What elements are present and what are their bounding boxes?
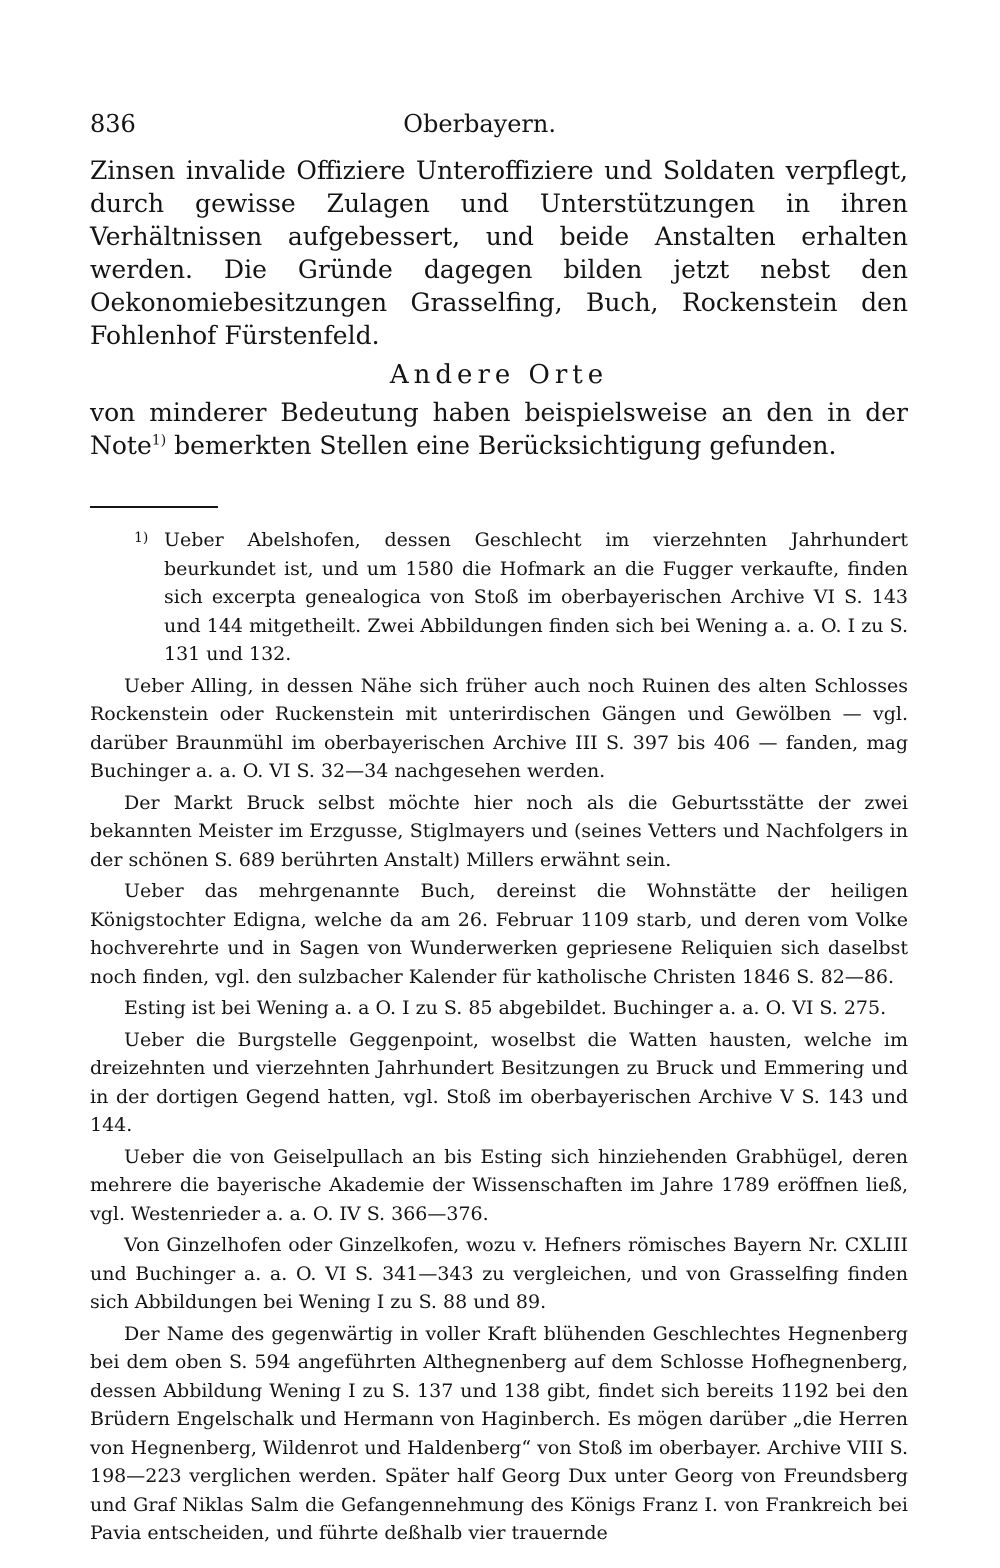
- footnote-item: Ueber die von Geiselpullach an bis Esting sich hinziehenden Grabhügel, deren mehrere die bayerische Akademie der Wissenschaften im Jahre 1789 eröffnen ließ, vgl. Westenrieder a. a. O. IV S. 366—376.: [90, 1145, 908, 1225]
- paragraph-text: bemerkten Stellen eine Berücksichtigung gefunden.: [166, 431, 837, 460]
- footnote-item: Der Name des gegenwärtig in voller Kraft blühenden Geschlechtes Hegnenberg bei dem oben S. 594 angeführten Althegnenberg auf dem Schlosse Hofhegnenberg, dessen Abbildung Wening I zu S. 137 und 138 gibt, findet sich bereits 1192 bei den Brüdern Engelschalk und Hermann von Haginberch. Es mögen darüber „die Herren von Hegnenberg, Wildenrot und Haldenberg“ von Stoß im oberbayer. Archive VIII S. 198—223 verglichen werden. Später half Georg Dux unter Georg von Freundsberg und Graf Niklas Salm die Gefangennehmung des Königs Franz I. von Frankreich bei Pavia entscheiden, und führte deßhalb vier trauernde: [90, 1322, 908, 1544]
- main-text: [90, 154, 908, 462]
- running-title: Oberbayern.: [403, 110, 556, 138]
- section-heading: Andere Orte: [389, 360, 609, 390]
- footnote-item: [90, 526, 908, 669]
- footnote-item: Der Markt Bruck selbst möchte hier noch als die Geburtsstätte der zwei bekannten Meister im Erzgusse, Stiglmayers und (seines Vetters und Nachfolgers in der schönen S. 689 berührten Anstalt) Millers erwähnt sein.: [90, 791, 908, 871]
- paragraph-text: von minderer Bedeutung haben beispielsweise an den in der Note: [90, 398, 908, 460]
- footnote-item: Von Ginzelhofen oder Ginzelkofen, wozu v. Hefners römisches Bayern Nr. CXLIII und Buchinger a. a. O. VI S. 341—343 zu vergleichen, und von Grasselfing finden sich Abbildungen bei Wening I zu S. 88 und 89.: [90, 1234, 908, 1313]
- footnote-item: Ueber das mehrgenannte Buch, dereinst die Wohnstätte der heiligen Königstochter Edigna, welche da am 26. Februar 1109 starb, und deren vom Volke hochverehrte und in Sagen von Wunderwerken gepriesene Reliquien sich daselbst noch finden, vgl. den sulzbacher Kalender für katholische Christen 1846 S. 82—86.: [90, 880, 908, 988]
- body-paragraph: Zinsen invalide Offiziere Unteroffiziere und Soldaten verpflegt, durch gewisse Zulagen und Unterstützungen in ihren Verhältnissen aufgebessert, und beide Anstalten erhalten werden. Die Gründe dagegen bilden jetzt nebst den Oekonomiebesitzungen Grasselfing, Buch, Rockenstein den Fohlenhof Fürstenfeld.: [90, 156, 908, 350]
- footnote-reference: 1): [151, 432, 167, 449]
- footnote-item: Ueber die Burgstelle Geggenpoint, woselbst die Watten hausten, welche im dreizehnten und vierzehnten Jahrhundert Besitzungen zu Bruck und Emmering und in der dortigen Gegend hatten, vgl. Stoß im oberbayerischen Archive V S. 143 und 144.: [90, 1028, 908, 1136]
- body-paragraph: [90, 396, 908, 462]
- footnote-separator: [90, 506, 218, 508]
- footnote-marker: 1): [134, 530, 149, 546]
- footnotes: [90, 526, 908, 1548]
- footnote-text: Ueber Abelshofen, dessen Geschlecht im vierzehnten Jahrhundert beurkundet ist, und um 1580 die Hofmark an die Fugger verkaufte, finden sich excerpta genealogica von Stoß im oberbayerischen Archive VI S. 143 und 144 mitgetheilt. Zwei Abbildungen finden sich bei Wening a. a. O. I zu S. 131 und 132.: [164, 529, 908, 665]
- footnote-item: Ueber Alling, in dessen Nähe sich früher auch noch Ruinen des alten Schlosses Rockenstein oder Ruckenstein mit unterirdischen Gängen und Gewölben — vgl. darüber Braunmühl im oberbayerischen Archive III S. 397 bis 406 — fanden, mag Buchinger a. a. O. VI S. 32—34 nachgesehen werden.: [90, 674, 908, 782]
- page-header: [90, 110, 908, 154]
- page-number: 836: [90, 110, 136, 138]
- footnote-item: Esting ist bei Wening a. a O. I zu S. 85 abgebildet. Buchinger a. a. O. VI S. 275.: [124, 997, 887, 1019]
